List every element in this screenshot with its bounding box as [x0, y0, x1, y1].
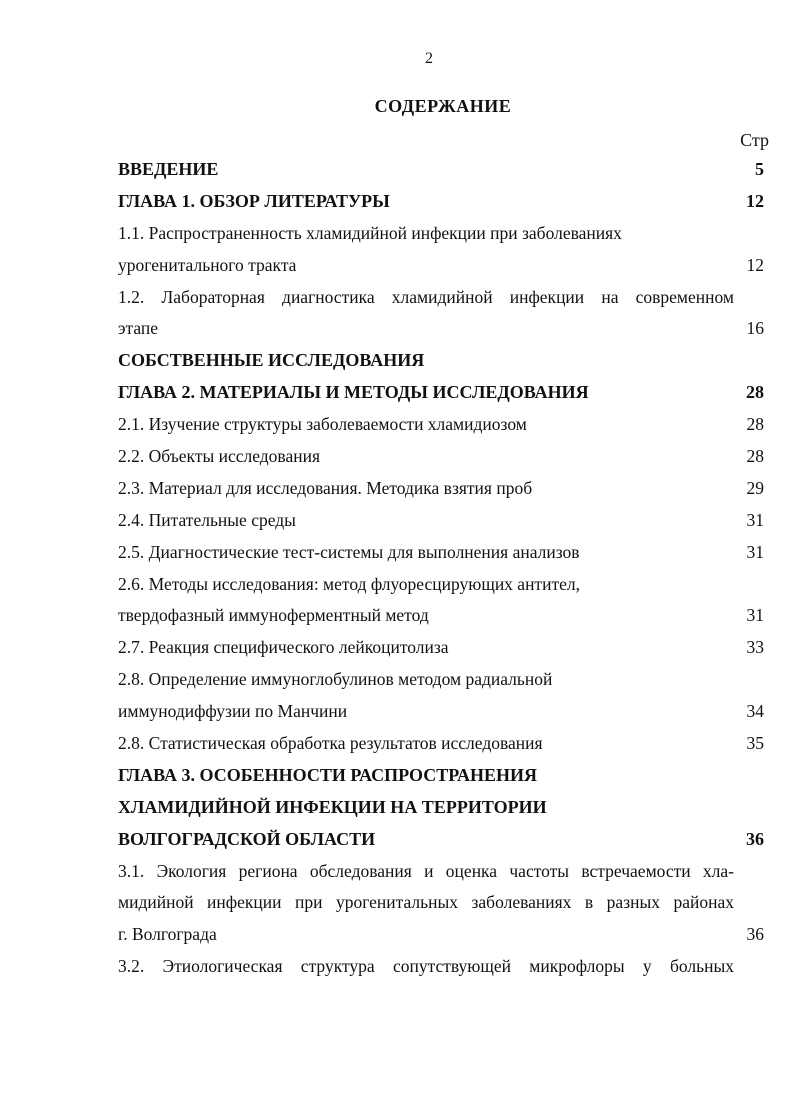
- toc-entry-page: 31: [746, 509, 764, 530]
- toc-entry-page: [734, 345, 764, 377]
- toc-entry-page: 36: [746, 924, 764, 945]
- toc-entry-page: 5: [755, 159, 764, 179]
- toc-entry: [118, 345, 764, 377]
- toc-entry-page: 28: [746, 414, 764, 435]
- toc-entry-text: 2.2. Объекты исследования: [118, 446, 321, 467]
- toc-entry: [118, 728, 764, 760]
- toc-entry-text: 1.1. Распространенность хламидийной инфекции при заболеваниях: [118, 222, 622, 243]
- toc-entry: [118, 505, 764, 537]
- toc-entry-page: 31: [746, 541, 764, 562]
- toc-entry-text: ГЛАВА 2. МАТЕРИАЛЫ И МЕТОДЫ ИССЛЕДОВАНИЯ: [118, 382, 589, 403]
- toc-entry: [118, 186, 764, 218]
- toc-entry-text: урогенитального тракта: [118, 254, 297, 275]
- toc-entry-text: этапе: [118, 318, 159, 339]
- toc-entry-text: 2.6. Методы исследования: метод флуоресцирующих антител,: [118, 573, 580, 594]
- toc-entry: [118, 664, 764, 696]
- toc-entry: [118, 887, 764, 919]
- toc-entry-text: 2.7. Реакция специфического лейкоцитолиза: [118, 637, 449, 658]
- toc-entry-text: иммунодиффузии по Манчини: [118, 701, 348, 722]
- toc-entry: [118, 696, 764, 728]
- toc-entry-page: 31: [746, 605, 764, 626]
- toc-entry: [118, 569, 764, 601]
- toc-entry-page: 28: [746, 446, 764, 467]
- toc-entry: [118, 951, 764, 983]
- toc-entry: [118, 824, 764, 856]
- toc-entry-page: 33: [746, 637, 764, 658]
- toc-entry-page: [734, 282, 764, 314]
- toc-entry-text: 3.2. Этиологическая структура сопутствующей микрофлоры у больных: [118, 956, 734, 977]
- toc-entry-page: 34: [746, 701, 764, 722]
- toc-entry-page: 28: [746, 382, 764, 403]
- toc-entry: [118, 600, 764, 632]
- toc-entry: [118, 377, 764, 409]
- toc-entry-text: ГЛАВА 1. ОБЗОР ЛИТЕРАТУРЫ: [118, 190, 390, 211]
- toc-entry-page: [734, 760, 764, 792]
- toc-entry-page: 36: [746, 828, 764, 849]
- toc-entry-page: 12: [746, 190, 764, 211]
- toc-entry: [118, 792, 764, 824]
- toc-entry-text: 2.1. Изучение структуры заболеваемости хламидиозом: [118, 414, 527, 435]
- toc-entry: [118, 250, 764, 282]
- toc-entry-text: 2.8. Статистическая обработка результатов исследования: [118, 733, 543, 754]
- toc-entry-page: 29: [746, 477, 764, 498]
- toc-entry-page: [734, 951, 764, 983]
- toc-title: СОДЕРЖАНИЕ: [374, 96, 512, 116]
- toc-entry-text: г. Волгограда: [118, 924, 217, 945]
- page-number: 2: [425, 50, 433, 67]
- toc-entry-text: 2.8. Определение иммуноглобулинов методом радиальной: [118, 669, 553, 690]
- toc-entry: [118, 282, 764, 314]
- toc-entry: [118, 856, 764, 888]
- toc-entry-page: 35: [746, 733, 764, 754]
- toc-entry-text: ГЛАВА 3. ОСОБЕННОСТИ РАСПРОСТРАНЕНИЯ: [118, 764, 537, 785]
- toc-entry-text: 2.5. Диагностические тест-системы для выполнения анализов: [118, 541, 580, 562]
- toc-entry: [118, 154, 764, 186]
- toc-entry-text: твердофазный иммуноферментный метод: [118, 605, 429, 626]
- toc-entry-page: 12: [746, 254, 764, 275]
- toc-entry-page: [734, 792, 764, 824]
- toc-entry: [118, 218, 764, 250]
- toc-entry-text: СОБСТВЕННЫЕ ИССЛЕДОВАНИЯ: [118, 350, 425, 371]
- page-column-header: Стр: [740, 130, 769, 150]
- toc-entry-text: ХЛАМИДИЙНОЙ ИНФЕКЦИИ НА ТЕРРИТОРИИ: [118, 796, 547, 817]
- toc-entry-text: 2.3. Материал для исследования. Методика взятия проб: [118, 477, 533, 498]
- toc-entry: [118, 473, 764, 505]
- toc-entry: [118, 632, 764, 664]
- toc-entry-page: 16: [746, 318, 764, 339]
- toc-entry-text: ВОЛГОГРАДСКОЙ ОБЛАСТИ: [118, 828, 376, 849]
- toc-entry-text: 3.1. Экология региона обследования и оценка частоты встречаемости хла-: [118, 860, 734, 881]
- toc-entry-page: [734, 887, 764, 919]
- toc-entry: [118, 313, 764, 345]
- toc-entry-text: 2.4. Питательные среды: [118, 509, 296, 530]
- toc-entry-page: [734, 856, 764, 888]
- toc-entry-text: мидийной инфекции при урогенитальных заболеваниях в разных районах: [118, 892, 734, 913]
- toc-entry: [118, 409, 764, 441]
- toc-entry-text: ВВЕДЕНИЕ: [118, 159, 219, 179]
- toc-entry: [118, 537, 764, 569]
- table-of-contents: [118, 154, 764, 983]
- toc-entry-page: [734, 664, 764, 696]
- toc-entry-text: 1.2. Лабораторная диагностика хламидийной инфекции на современном: [118, 286, 734, 307]
- toc-entry: [118, 919, 764, 951]
- toc-entry: [118, 441, 764, 473]
- toc-entry-page: [734, 218, 764, 250]
- toc-entry-page: [734, 569, 764, 601]
- toc-entry: [118, 760, 764, 792]
